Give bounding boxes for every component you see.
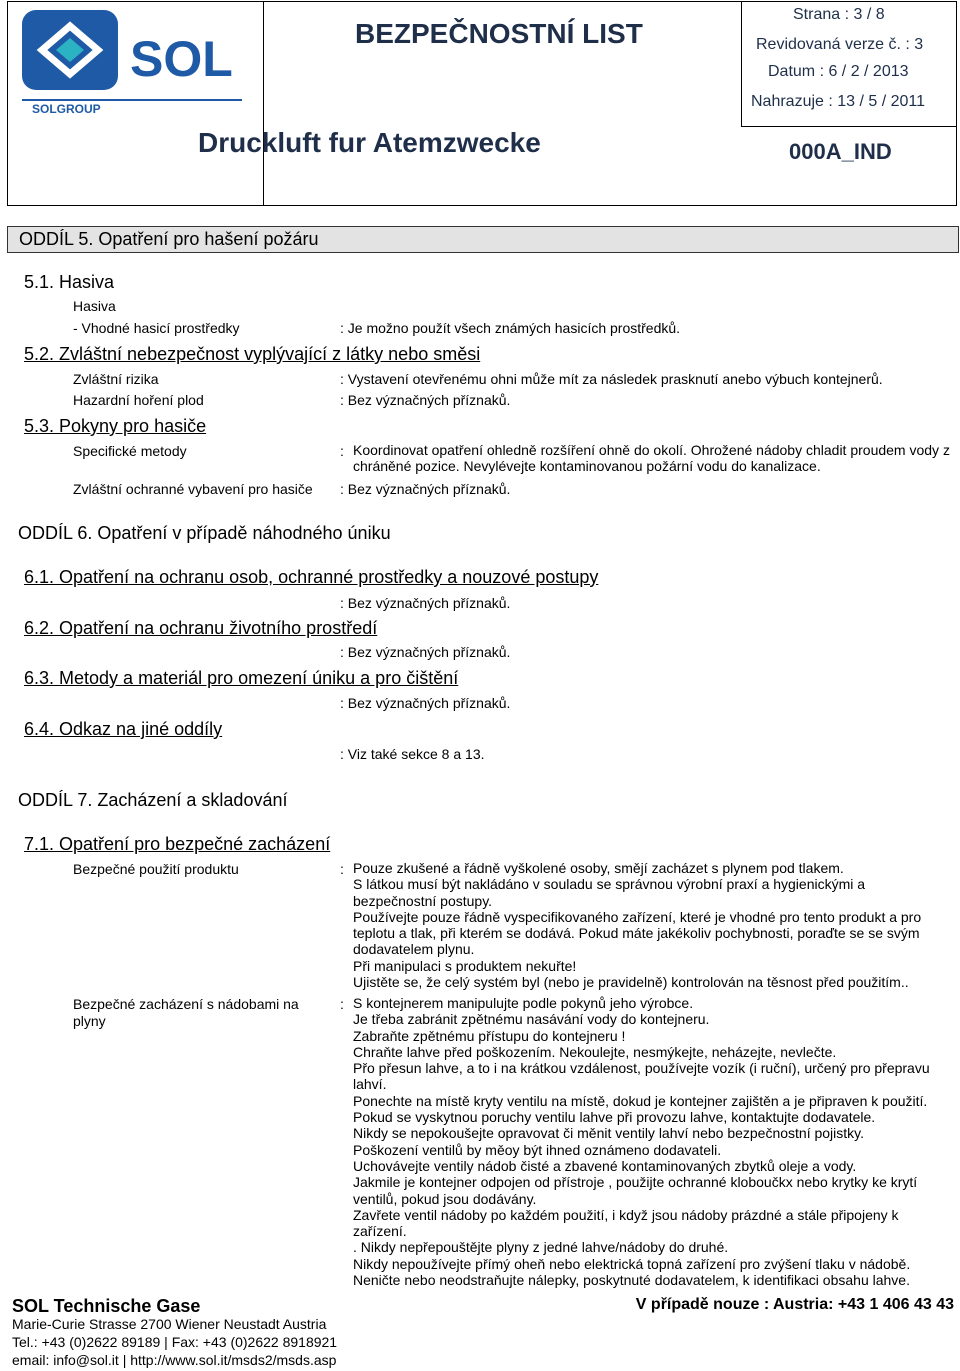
list-item: Jakmile je kontejner odpojen od přístroje , použijte ochranné kloboučkx nebo krytky ke krytí xyxy=(353,1174,918,1191)
suitable-media-value: : Je možno použít všech známých hasicích prostředků. xyxy=(340,320,681,336)
document-title: BEZPEČNOSTNÍ LIST xyxy=(355,18,643,49)
list-item: Ponechte na místě kryty ventilu na místě, dokud je kontejner zajištěn a je připraven k použití. xyxy=(353,1092,928,1109)
safe-use-list xyxy=(353,860,921,990)
subsection-6-3: 6.3. Metody a materiál pro omezení úniku a pro čištění xyxy=(24,668,459,688)
specific-methods-colon: : xyxy=(340,443,344,459)
safe-use-colon: : xyxy=(340,861,344,877)
safe-use-label: Bezpečné použití produktu xyxy=(73,861,239,877)
subsection-5-2: 5.2. Zvláštní nebezpečnost vyplývající z látky nebo směsi xyxy=(24,344,481,364)
section-7-header: ODDÍL 7. Zacházení a skladování xyxy=(18,790,288,810)
suitable-media-label: - Vhodné hasicí prostředky xyxy=(73,320,240,336)
page-number: Strana : 3 / 8 xyxy=(793,6,885,23)
list-item: Přo přesun lahve, a to i na krátkou vzdálenost, používejte vozík (i ruční), určený pro přepravu xyxy=(353,1060,930,1077)
svg-text:SOL: SOL xyxy=(130,31,233,87)
combustion-products-label: Hazardní hoření plod xyxy=(73,392,204,408)
section-5-header: ODDÍL 5. Opatření pro hašení požáru xyxy=(7,226,959,253)
list-item: Chraňte lahve před poškozením. Nekoulejte, nesmýkejte, neházejte, nevlečte. xyxy=(353,1043,837,1060)
list-item: bezpečnostní postupy. xyxy=(353,892,493,909)
footer-company: SOL Technische Gase xyxy=(12,1296,201,1316)
list-item: . Nikdy nepřepouštějte plyny z jedné lahve/nádoby do druhé. xyxy=(353,1239,729,1256)
product-code: 000A_IND xyxy=(789,139,892,164)
subsection-6-4: 6.4. Odkaz na jiné oddíly xyxy=(24,719,223,739)
protective-equipment-label: Zvláštní ochranné vybavení pro hasiče xyxy=(73,481,313,497)
list-item: Uchovávejte ventily nádob čisté a zbavené kontaminovaných zbytků oleje a vody. xyxy=(353,1157,857,1174)
list-item: ventilů, pokud jsou dodávány. xyxy=(353,1190,537,1207)
list-item: Používejte pouze řádně vyspecifikovaného zařízení, které je vhodné pro tento produkt a pro xyxy=(353,908,922,925)
product-name: Druckluft fur Atemzwecke xyxy=(198,127,541,158)
list-item: Pouze zkušené a řádně vyškolené osoby, smějí zacházet s plynem pod tlakem. xyxy=(353,860,844,876)
list-item: teplotu a tlak, při kterém se dodává. Pokud máte jakékoliv pochybnosti, poraďte se se svým xyxy=(353,925,920,942)
container-handling-label-2: plyny xyxy=(73,1013,106,1029)
subsection-6-4-value: : Viz také sekce 8 a 13. xyxy=(340,746,485,762)
list-item: Ujistěte se, že celý systém byl (nebo je pravidelně) kontrolován na těsnost před použitím.. xyxy=(353,974,909,991)
list-item: Zavřete ventil nádoby po každém použití, i když jsou nádoby prázdné a stále připojeny k xyxy=(353,1206,899,1223)
extinguishing-label: Hasiva xyxy=(73,298,116,314)
subsection-6-2-value: : Bez význačných příznaků. xyxy=(340,644,511,660)
svg-text:SOLGROUP: SOLGROUP xyxy=(32,102,101,116)
container-handling-label-1: Bezpečné zacházení s nádobami na xyxy=(73,996,299,1012)
protective-equipment-value: : Bez význačných příznaků. xyxy=(340,481,511,497)
list-item: Pokud se vyskytnou poruchy ventilu lahve při provozu lahve, kontaktujte dodavatele. xyxy=(353,1109,876,1126)
subsection-5-1: 5.1. Hasiva xyxy=(24,272,115,292)
list-item: Neničte nebo neodstraňujte nálepky, poskytnuté dodavatelem, k identifikaci obsahu lahve. xyxy=(353,1272,910,1289)
list-item: Při manipulaci s produktem nekuřte! xyxy=(353,957,577,974)
footer-emergency: V případě nouze : Austria: +43 1 406 43 43 xyxy=(635,1296,954,1313)
list-item: zařízení. xyxy=(353,1223,407,1240)
special-risks-label: Zvláštní rizika xyxy=(73,371,159,387)
subsection-6-1: 6.1. Opatření na ochranu osob, ochranné prostředky a nouzové postupy xyxy=(24,567,599,587)
list-item: lahví. xyxy=(353,1076,387,1093)
sol-logo xyxy=(12,6,250,118)
specific-methods-label: Specifické metody xyxy=(73,443,187,459)
subsection-7-1: 7.1. Opatření pro bezpečné zacházení xyxy=(24,834,331,854)
list-item: Nikdy se nepokoušejte opravovat či měnit ventily lahví nebo bezpečnostní pojistky. xyxy=(353,1125,865,1142)
footer-phone: Tel.: +43 (0)2622 89189 | Fax: +43 (0)2622 8918921 xyxy=(12,1334,338,1350)
subsection-6-3-value: : Bez význačných příznaků. xyxy=(340,695,511,711)
subsection-6-2: 6.2. Opatření na ochranu životního prostředí xyxy=(24,618,378,638)
container-handling-colon: : xyxy=(340,996,344,1012)
combustion-products-value: : Bez význačných příznaků. xyxy=(340,392,511,408)
footer-address: Marie-Curie Strasse 2700 Wiener Neustadt Austria xyxy=(12,1316,327,1332)
section-6-header: ODDÍL 6. Opatření v případě náhodného úniku xyxy=(18,523,391,543)
revision-date: Datum : 6 / 2 / 2013 xyxy=(768,63,909,80)
list-item: dodavatelem plynu. xyxy=(353,941,475,958)
revision: Revidovaná verze č. : 3 xyxy=(756,36,924,53)
list-item: Poškození ventilů by měoy být ihned oznámeno dodavateli. xyxy=(353,1141,722,1158)
subsection-6-1-value: : Bez význačných příznaků. xyxy=(340,595,511,611)
replaces-date: Nahrazuje : 13 / 5 / 2011 xyxy=(751,93,926,110)
list-item: Je třeba zabránit zpětnému nasávání vody do kontejneru. xyxy=(353,1011,710,1028)
list-item: Zabraňte zpětnému přístupu do kontejneru ! xyxy=(353,1027,626,1044)
specific-methods-value: Koordinovat opatření ohledně rozšíření ohně do okolí. Ohrožené nádoby chladit proudem vody z chráněné pozice. Nevylévejte kontaminovanou požární vodu do kanalizace. xyxy=(353,442,950,475)
list-item: S látkou musí být nakládáno v souladu se správnou výrobní praxí a hygienickými a xyxy=(353,876,866,893)
container-handling-list xyxy=(353,995,930,1288)
subsection-5-3: 5.3. Pokyny pro hasiče xyxy=(24,416,207,436)
special-risks-value: : Vystavení otevřenému ohni může mít za následek prasknutí anebo výbuch kontejnerů. xyxy=(340,371,883,387)
footer-email: email: info@sol.it | http://www.sol.it/msds2/msds.asp xyxy=(12,1352,337,1368)
list-item: S kontejnerem manipulujte podle pokynů jeho výrobce. xyxy=(353,995,694,1011)
list-item: Nikdy nepoužívejte přímý oheň nebo elektrická topná zařízení pro zvýšení tlaku v nádobě. xyxy=(353,1255,911,1272)
